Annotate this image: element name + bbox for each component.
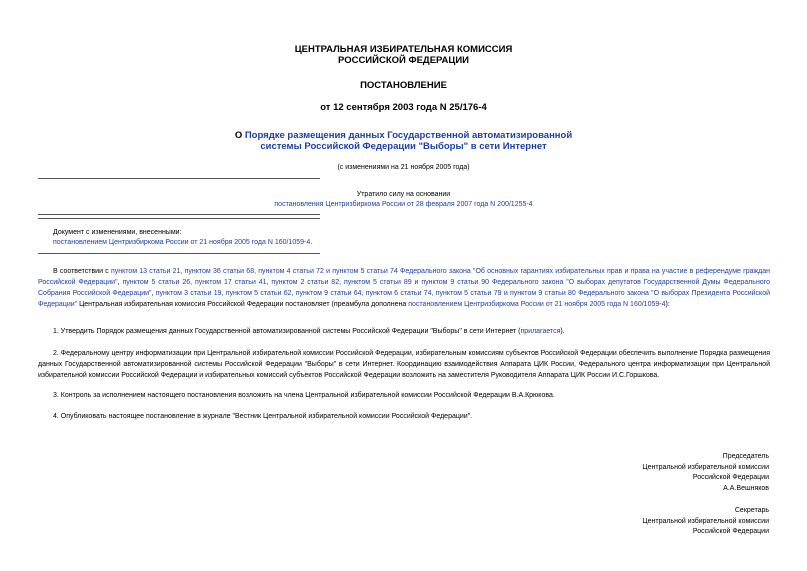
- repeal-link[interactable]: постановления Центризбиркома России от 28 февраля 2007 года N 200/1255-4: [274, 201, 533, 208]
- doc-title-line1: [0, 130, 807, 141]
- chair-org-1: Центральной избирательной комиссии: [642, 463, 769, 471]
- preamble-text-3: ,: [151, 290, 156, 297]
- doc-title-prefix: О: [234, 130, 245, 141]
- doc-title-line2: [0, 141, 807, 152]
- org-name-line1: ЦЕНТРАЛЬНАЯ ИЗБИРАТЕЛЬНАЯ КОМИССИЯ: [294, 44, 513, 55]
- item-1-end: ).: [560, 328, 565, 335]
- preamble-paragraph: [38, 266, 770, 310]
- repeal-label: Утратило силу на основании: [356, 191, 451, 198]
- chair-name: А.А.Вешняков: [723, 484, 769, 492]
- preamble-link-3[interactable]: пунктом 3 статьи 19, пунктом 5 статьи 62, пунктом 9 статьи 64, пунктом 6 статьи 74, пунктом 5 статьи 79 и пунктом 9 статьи 80 Федерального закона "О выборах Президента Российской Федерации": [38, 290, 771, 308]
- secretary-org-2: Российской Федерации: [692, 528, 769, 535]
- changes-suffix: .: [310, 239, 313, 246]
- preamble-link-2[interactable]: пунктом 5 статьи 26, пунктом 17 статьи 41, пунктом 2 статьи 82, пунктом 5 статьи 89 и пунктом 9 статьи 90 Федерального закона "О выборах депутатов Государственной Думы Федерального Собрания Российской Федерации": [38, 279, 770, 297]
- secretary-org-1: Центральной избирательной комиссии: [642, 517, 769, 525]
- changes-line: [53, 238, 312, 247]
- signature-secretary: [569, 506, 769, 538]
- item-1-text: 1. Утвердить Порядок размещения данных Государственной автоматизированной системы Российской Федерации "Выборы" в сети Интернет (: [53, 328, 521, 335]
- item-2: 2. Федеральному центру информатизации при Центральной избирательной комиссии Российской Федерации, избирательным комиссиям субъектов Российской Федерации обеспечить выполнение Порядка размещения данных Государственной автоматизированной системы Российской Федерации "Выборы" в сети Интернет. Координацию взаимодействия Аппарата ЦИК России, Федерального центра информатизации при Центральной избирательной комиссии Российской Федерации и избирательных комиссий субъектов Российской Федерации возложить на заместителя Руководителя Аппарата ЦИК России И.С.Горшкова.: [38, 350, 770, 379]
- preamble-text-5: ):: [665, 301, 670, 308]
- preamble-text-1: В соответствии с: [53, 268, 111, 275]
- item-1-link[interactable]: прилагается: [520, 328, 561, 335]
- preamble-text-4: Центральная избирательная комиссия Российской Федерации постановляет (преамбула дополнена: [77, 301, 409, 308]
- chair-role: Председатель: [722, 453, 769, 460]
- preamble-link-1[interactable]: пунктом 13 статьи 21, пунктом 36 статьи 68, пунктом 4 статьи 72 и пунктом 5 статьи 74 Федерального закона "Об основных гарантиях избирательных прав и права на участие в референдуме граждан Российской Федерации": [38, 268, 771, 286]
- org-name-line2: РОССИЙСКОЙ ФЕДЕРАЦИИ: [337, 55, 469, 66]
- changes-link[interactable]: постановлением Центризбиркома России от 21 ноября 2005 года N 160/1059-4: [53, 239, 311, 246]
- item-4: 4. Опубликовать настоящее постановление в журнале "Вестник Центральной избирательной комиссии Российской Федерации".: [53, 413, 473, 420]
- preamble-text-2: ,: [117, 279, 123, 286]
- doc-type: ПОСТАНОВЛЕНИЕ: [360, 80, 447, 91]
- doc-date: от 12 сентября 2003 года N 25/176-4: [320, 102, 487, 113]
- doc-title-link-2[interactable]: системы Российской Федерации "Выборы" в сети Интернет: [260, 141, 547, 152]
- divider-3: [38, 218, 320, 219]
- divider-1: [38, 178, 320, 179]
- divider-2: [38, 214, 320, 215]
- doc-title-link-1[interactable]: Порядке размещения данных Государственной автоматизированной: [244, 130, 573, 141]
- amendment-note: (с изменениями на 21 ноября 2005 года): [337, 164, 470, 171]
- signature-chair: [569, 452, 769, 494]
- changes-label: Документ с изменениями, внесенными:: [53, 229, 182, 236]
- item-3: 3. Контроль за исполнением настоящего постановления возложить на члена Центральной избирательной комиссии Российской Федерации В.А.Крюкова.: [53, 392, 555, 399]
- chair-org-2: Российской Федерации: [692, 474, 769, 481]
- preamble-link-4[interactable]: постановлением Центризбиркома России от 21 ноября 2005 года N 160/1059-4: [408, 301, 666, 308]
- item-1: [38, 326, 770, 337]
- divider-4: [38, 253, 320, 254]
- secretary-role: Секретарь: [734, 507, 769, 514]
